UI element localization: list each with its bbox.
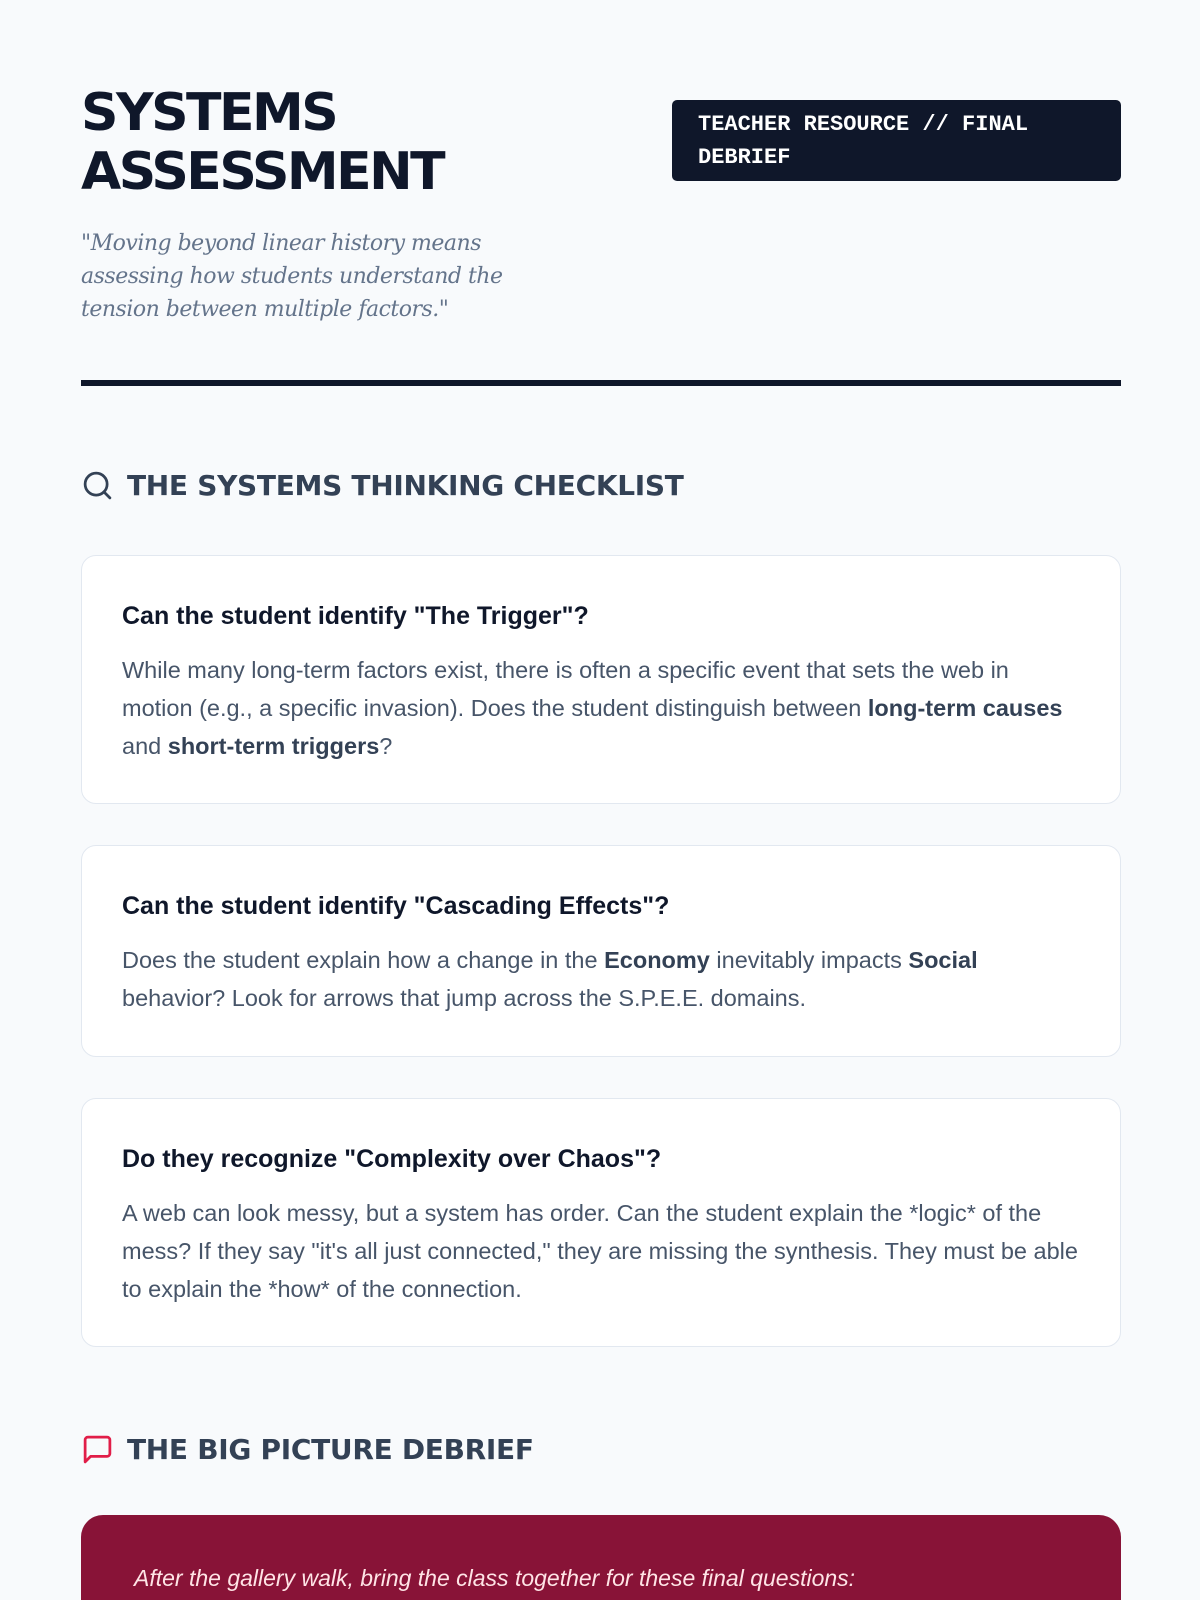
title-line-1: SYSTEMS (81, 83, 337, 143)
debrief-heading-text: THE BIG PICTURE DEBRIEF (127, 1433, 534, 1466)
page-header (81, 0, 1120, 388)
checklist-heading-text: THE SYSTEMS THINKING CHECKLIST (127, 469, 684, 502)
debrief-intro: After the gallery walk, bring the class together for these final questions: (134, 1565, 856, 1591)
card-body (122, 941, 1080, 1017)
debrief-heading (81, 1433, 534, 1466)
page (81, 0, 1120, 1591)
card-emphasis: long-term causes (867, 695, 1063, 721)
header-divider (81, 380, 1121, 386)
card-text: and (122, 733, 168, 759)
intro-quote: "Moving beyond linear history means assessing how students understand the tension between multiple factors." (81, 231, 503, 322)
card-text: ? (379, 733, 393, 759)
card-title: Can the student identify "The Trigger"? (122, 602, 589, 630)
card-title: Do they recognize "Complexity over Chaos"? (122, 1145, 662, 1173)
resource-badge: TEACHER RESOURCE // FINAL DEBRIEF (672, 100, 1121, 181)
card-emphasis: Economy (604, 947, 710, 973)
card-body: A web can look messy, but a system has order. Can the student explain the *logic* of the mess? If they say "it's all just connected," they are missing the synthesis. They must be able to explain the *how* of the connection. (122, 1200, 1078, 1302)
card-text: inevitably impacts (709, 947, 909, 973)
debrief-panel (81, 1515, 1121, 1600)
checklist-card-cascading (81, 845, 1121, 1057)
card-text: Does the student explain how a change in the (122, 947, 605, 973)
title-line-2: ASSESSMENT (81, 142, 444, 202)
search-icon (81, 469, 114, 502)
card-text: While many long-term factors exist, there is often a specific event that sets the web in motion (e.g., a specific invasion). Does the student distinguish between (122, 657, 1009, 721)
card-body (122, 651, 1080, 765)
card-emphasis: Social (908, 947, 978, 973)
checklist-card-trigger (81, 555, 1121, 804)
card-title: Can the student identify "Cascading Effects"? (122, 892, 670, 920)
checklist-card-complexity (81, 1098, 1121, 1347)
page-title (81, 84, 443, 202)
card-emphasis: short-term triggers (167, 733, 380, 759)
card-text: behavior? Look for arrows that jump across the S.P.E.E. domains. (122, 985, 807, 1011)
chat-bubble-icon (81, 1433, 114, 1466)
checklist-heading (81, 469, 684, 502)
